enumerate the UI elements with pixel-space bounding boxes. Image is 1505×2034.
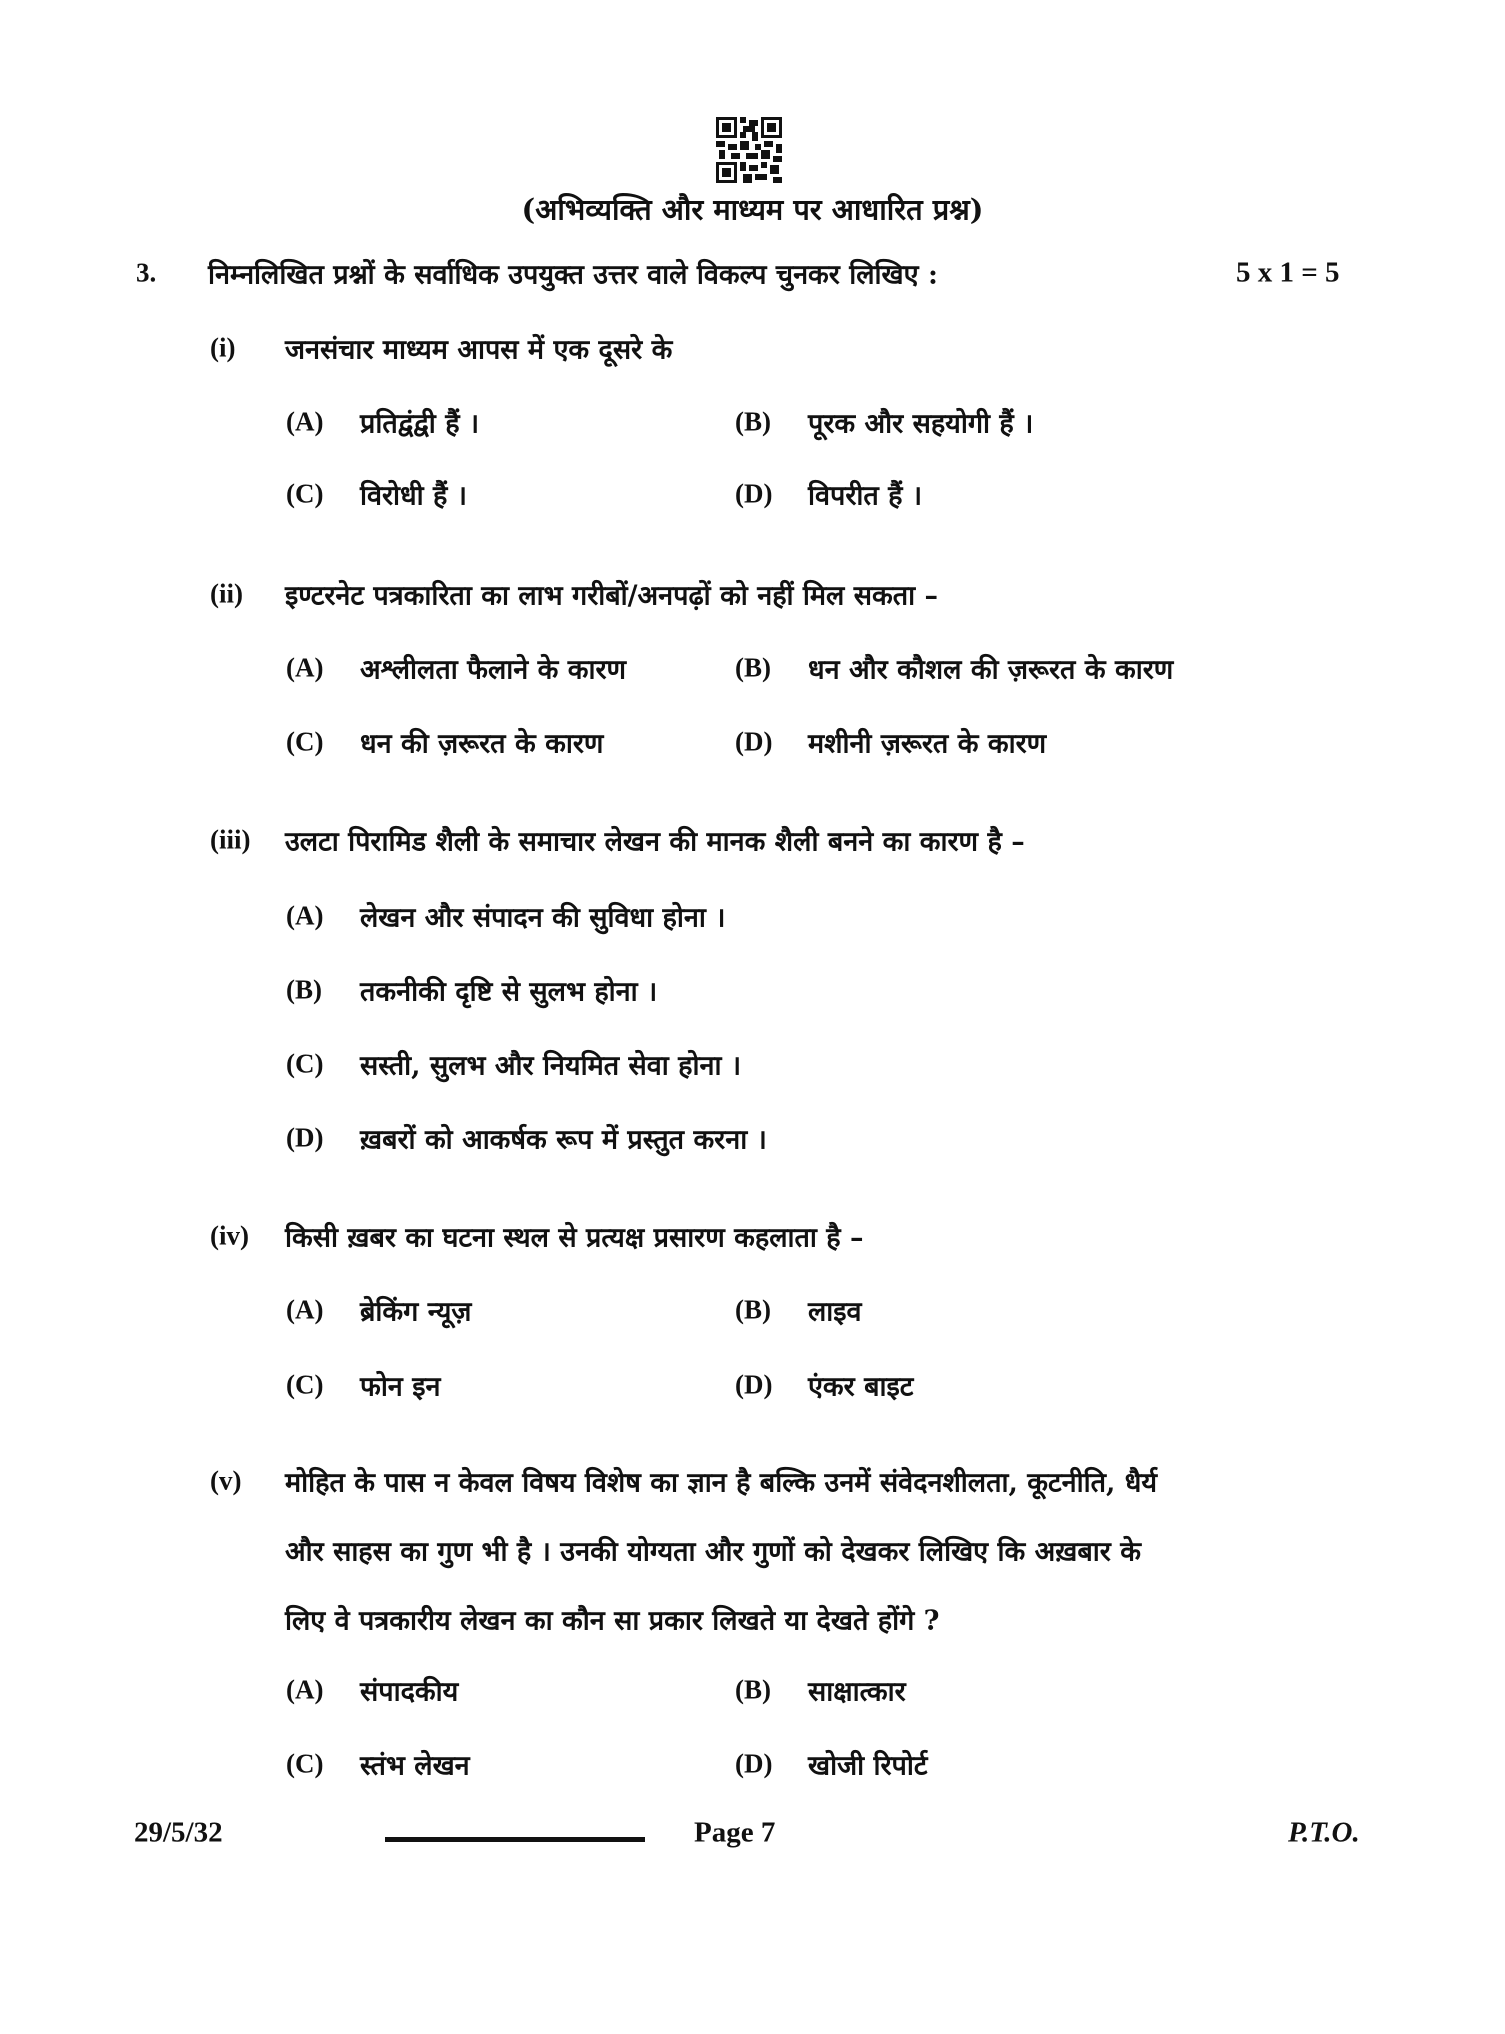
option-text[interactable]: साक्षात्कार <box>808 1676 906 1708</box>
footer-divider <box>385 1837 645 1842</box>
option-label: (D) <box>735 726 773 757</box>
option-text[interactable]: एंकर बाइट <box>808 1371 914 1403</box>
option-label: (D) <box>286 1122 324 1153</box>
option-label: (C) <box>286 1369 324 1400</box>
option-text[interactable]: अश्लीलता फैलाने के कारण <box>360 654 627 686</box>
option-label: (C) <box>286 478 324 509</box>
section-title: (अभिव्यक्ति और माध्यम पर आधारित प्रश्न) <box>521 192 984 227</box>
option-label: (C) <box>286 726 324 757</box>
option-text[interactable]: तकनीकी दृष्टि से सुलभ होना । <box>360 976 658 1008</box>
question-instruction: निम्नलिखित प्रश्नों के सर्वाधिक उपयुक्त उत्तर वाले विकल्प चुनकर लिखिए : <box>208 259 938 291</box>
option-label: (B) <box>735 1294 771 1325</box>
option-text[interactable]: स्तंभ लेखन <box>360 1750 470 1782</box>
option-text[interactable]: प्रतिद्वंद्वी हैं । <box>360 408 480 440</box>
sub-question-text: जनसंचार माध्यम आपस में एक दूसरे के <box>285 334 673 366</box>
option-text[interactable]: खोजी रिपोर्ट <box>808 1750 928 1782</box>
page-number: Page 7 <box>694 1816 776 1849</box>
sub-question-text-line-1: मोहित के पास न केवल विषय विशेष का ज्ञान है बल्कि उनमें संवेदनशीलता, कूटनीति, धैर्य <box>285 1467 1158 1499</box>
question-marks: 5 x 1 = 5 <box>1236 256 1340 289</box>
option-label: (D) <box>735 478 773 509</box>
option-text[interactable]: लेखन और संपादन की सुविधा होना । <box>360 902 726 934</box>
option-text[interactable]: संपादकीय <box>360 1676 459 1708</box>
sub-question-text: किसी ख़बर का घटना स्थल से प्रत्यक्ष प्रसारण कहलाता है – <box>285 1222 864 1254</box>
sub-question-text-line-2: और साहस का गुण भी है । उनकी योग्यता और गुणों को देखकर लिखिए कि अख़बार के <box>285 1536 1141 1568</box>
option-label: (B) <box>735 652 771 683</box>
option-label: (B) <box>735 1674 771 1705</box>
sub-question-text-line-3: लिए वे पत्रकारीय लेखन का कौन सा प्रकार लिखते या देखते होंगे ? <box>285 1605 940 1637</box>
option-text[interactable]: फोन इन <box>360 1371 441 1403</box>
option-label: (A) <box>286 406 324 437</box>
option-label: (D) <box>735 1748 773 1779</box>
option-label: (A) <box>286 1674 324 1705</box>
option-text[interactable]: पूरक और सहयोगी हैं । <box>808 408 1034 440</box>
question-number: 3. <box>136 257 157 288</box>
sub-question-label: (iv) <box>210 1220 249 1251</box>
option-label: (C) <box>286 1048 324 1079</box>
option-text[interactable]: विपरीत हैं । <box>808 480 923 512</box>
option-label: (A) <box>286 652 324 683</box>
sub-question-label: (ii) <box>210 578 243 609</box>
option-text[interactable]: विरोधी हैं । <box>360 480 468 512</box>
qr-code-icon <box>716 116 782 184</box>
paper-code: 29/5/32 <box>134 1816 223 1849</box>
option-label: (C) <box>286 1748 324 1779</box>
option-text[interactable]: धन की ज़रूरत के कारण <box>360 728 604 760</box>
option-text[interactable]: धन और कौशल की ज़रूरत के कारण <box>808 654 1174 686</box>
option-text[interactable]: ख़बरों को आकर्षक रूप में प्रस्तुत करना । <box>360 1124 767 1156</box>
option-label: (B) <box>286 974 322 1005</box>
sub-question-label: (iii) <box>210 824 251 855</box>
option-label: (D) <box>735 1369 773 1400</box>
option-text[interactable]: सस्ती, सुलभ और नियमित सेवा होना । <box>360 1050 742 1082</box>
sub-question-text: उलटा पिरामिड शैली के समाचार लेखन की मानक शैली बनने का कारण है – <box>285 826 1025 858</box>
please-turn-over: P.T.O. <box>1288 1816 1360 1849</box>
option-label: (B) <box>735 406 771 437</box>
option-text[interactable]: ब्रेकिंग न्यूज़ <box>360 1296 472 1328</box>
option-text[interactable]: मशीनी ज़रूरत के कारण <box>808 728 1047 760</box>
option-label: (A) <box>286 900 324 931</box>
sub-question-label: (v) <box>210 1465 242 1496</box>
sub-question-label: (i) <box>210 332 236 363</box>
sub-question-text: इण्टरनेट पत्रकारिता का लाभ गरीबों/अनपढ़ों को नहीं मिल सकता – <box>285 580 939 612</box>
option-label: (A) <box>286 1294 324 1325</box>
option-text[interactable]: लाइव <box>808 1296 862 1328</box>
